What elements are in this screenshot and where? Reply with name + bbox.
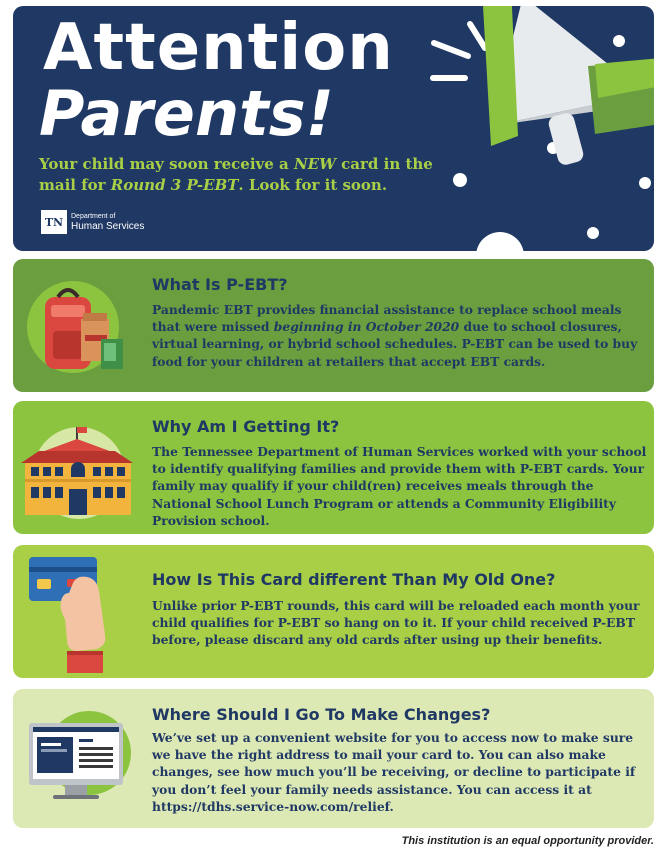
school-icon (19, 421, 139, 521)
subtitle: Your child may soon receive a NEW card in the mail for Round 3 P-EBT. Look for it soon. (39, 155, 433, 194)
credit-card-icon (27, 555, 137, 677)
backpack-icon (25, 275, 135, 375)
section-heading: What Is P-EBT? (152, 275, 288, 294)
tn-dhs-logo (41, 210, 144, 234)
logo-line-1: Department of (71, 213, 116, 220)
section-body: We’ve set up a convenient website for you to access now to make sure we have the right address to mail your card to. You can also make changes, see how much you’ll be receiving, or decline to participate if you don’t feel your family needs assistance. You can access it at https://tdhs.service-now.com/relief. (152, 730, 636, 814)
logo-line-2: Human Services (71, 221, 145, 232)
section-how-is-card-different (13, 545, 654, 678)
section-why-am-i-getting-it (13, 401, 654, 534)
section-heading: Where Should I Go To Make Changes? (152, 705, 491, 724)
section-what-is-pebt (13, 259, 654, 392)
header-banner (13, 6, 654, 251)
section-heading: How Is This Card different Than My Old One? (152, 570, 556, 589)
section-heading: Why Am I Getting It? (152, 417, 340, 436)
section-body: Pandemic EBT provides financial assistance to replace school meals that were missed beginning in October 2020 due to school closures, virtual learning, or hybrid school schedules. P-EBT can be used to buy food for your children at retailers that accept EBT cards. (152, 302, 638, 369)
computer-monitor-icon (25, 707, 137, 807)
tn-logo-box: TN (41, 210, 67, 234)
section-body: The Tennessee Department of Human Services worked with your school to identify qualifying families and provide them with P-EBT cards. Your family may qualify if your child(ren) receives meals through the National School Lunch Program or attends a Community Eligibility Provision school. (152, 444, 647, 528)
title-line-1: Attention (43, 11, 394, 85)
title-line-2: Parents! (39, 77, 334, 150)
equal-opportunity-footer: This institution is an equal opportunity provider. (401, 835, 654, 847)
section-body: Unlike prior P-EBT rounds, this card will be reloaded each month your child qualifies for P-EBT so hang on to it. If your child received P-EBT before, please discard any old cards after using up their benefits. (152, 598, 640, 648)
section-where-to-make-changes (13, 689, 654, 828)
